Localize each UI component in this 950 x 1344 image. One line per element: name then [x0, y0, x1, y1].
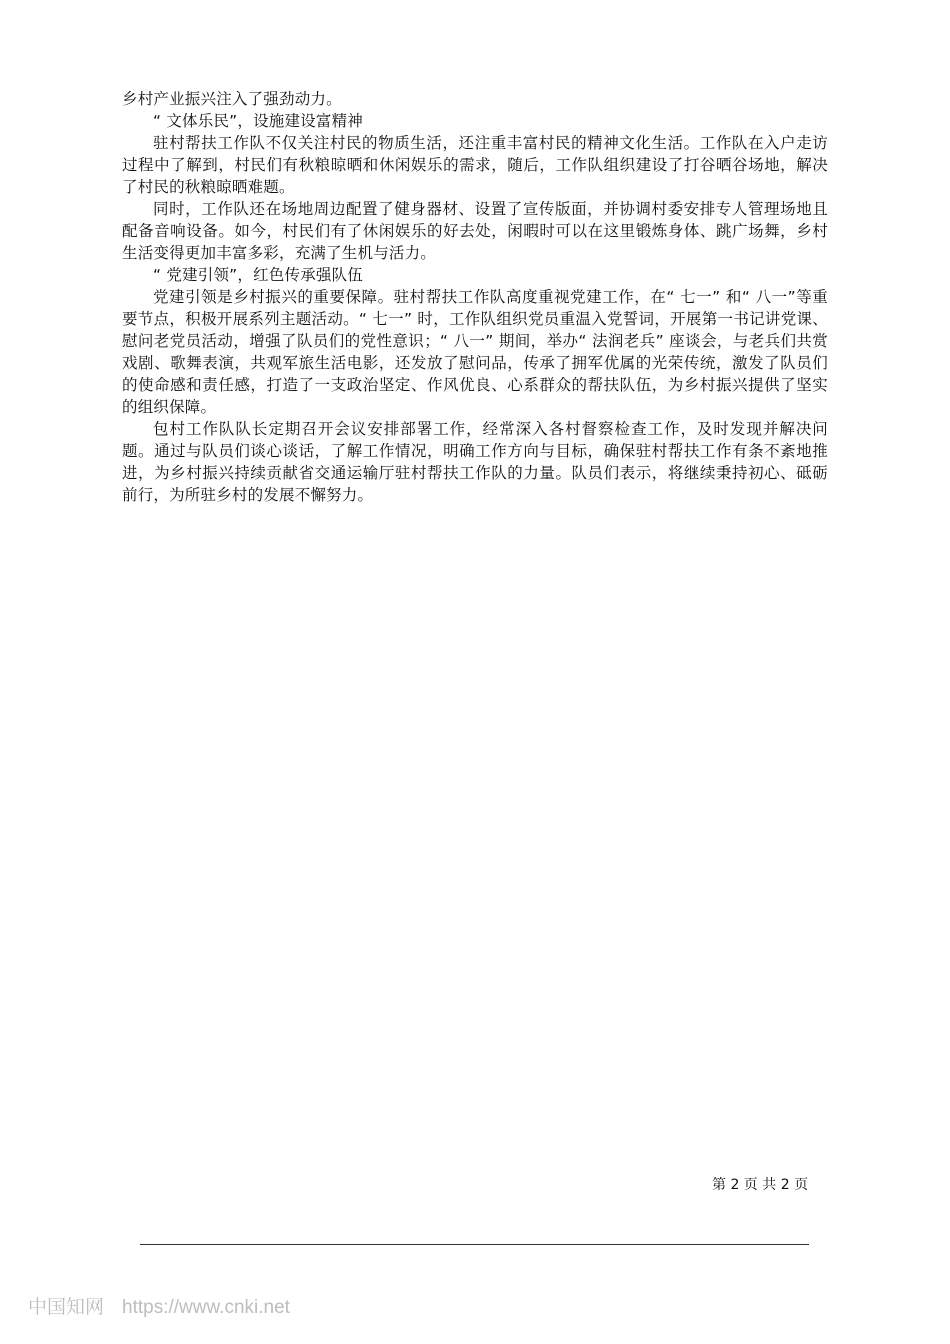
paragraph: 同时，工作队还在场地周边配置了健身器材、设置了宣传版面，并协调村委安排专人管理场地且配备音响设备。如今，村民们有了休闲娱乐的好去处，闲暇时可以在这里锻炼身体、跳广场舞，乡村生活变得更加丰富多彩，充满了生机与活力。	[122, 200, 828, 262]
watermark	[28, 1292, 290, 1319]
paragraph: 驻村帮扶工作队不仅关注村民的物质生活，还注重丰富村民的精神文化生活。工作队在入户走访过程中了解到，村民们有秋粮晾晒和休闲娱乐的需求，随后，工作队组织建设了打谷晒谷场地，解决了村民的秋粮晾晒难题。	[122, 134, 828, 196]
watermark-url: https://www.cnki.net	[122, 1297, 290, 1318]
paragraph: 党建引领是乡村振兴的重要保障。驻村帮扶工作队高度重视党建工作，在“ 七一” 和“ 八一”等重要节点，积极开展系列主题活动。“ 七一” 时，工作队组织党员重温入党誓词，开展第一书记讲党课、慰问老党员活动，增强了队员们的党性意识；“ 八一” 期间，举办“ 法润老兵” 座谈会，与老兵们共赏戏剧、歌舞表演，共观军旅生活电影，还发放了慰问品，传承了拥军优属的光荣传统，激发了队员们的使命感和责任感，打造了一支政治坚定、作风优良、心系群众的帮扶队伍，为乡村振兴提供了坚实的组织保障。	[122, 288, 828, 416]
section-heading: “ 文体乐民”，设施建设富精神	[153, 112, 363, 130]
watermark-site-name: 中国知网	[28, 1297, 105, 1318]
article-body	[122, 88, 828, 506]
page-number: 第 2 页 共 2 页	[712, 1177, 809, 1193]
paragraph: 乡村产业振兴注入了强劲动力。	[122, 90, 342, 108]
paragraph: 包村工作队队长定期召开会议安排部署工作，经常深入各村督察检查工作，及时发现并解决问题。通过与队员们谈心谈话，了解工作情况，明确工作方向与目标，确保驻村帮扶工作有条不紊地推进，为乡村振兴持续贡献省交通运输厅驻村帮扶工作队的力量。队员们表示，将继续秉持初心、砥砺前行，为所驻乡村的发展不懈努力。	[122, 420, 828, 504]
section-heading: “ 党建引领”，红色传承强队伍	[153, 266, 363, 284]
footer-divider	[140, 1244, 809, 1245]
